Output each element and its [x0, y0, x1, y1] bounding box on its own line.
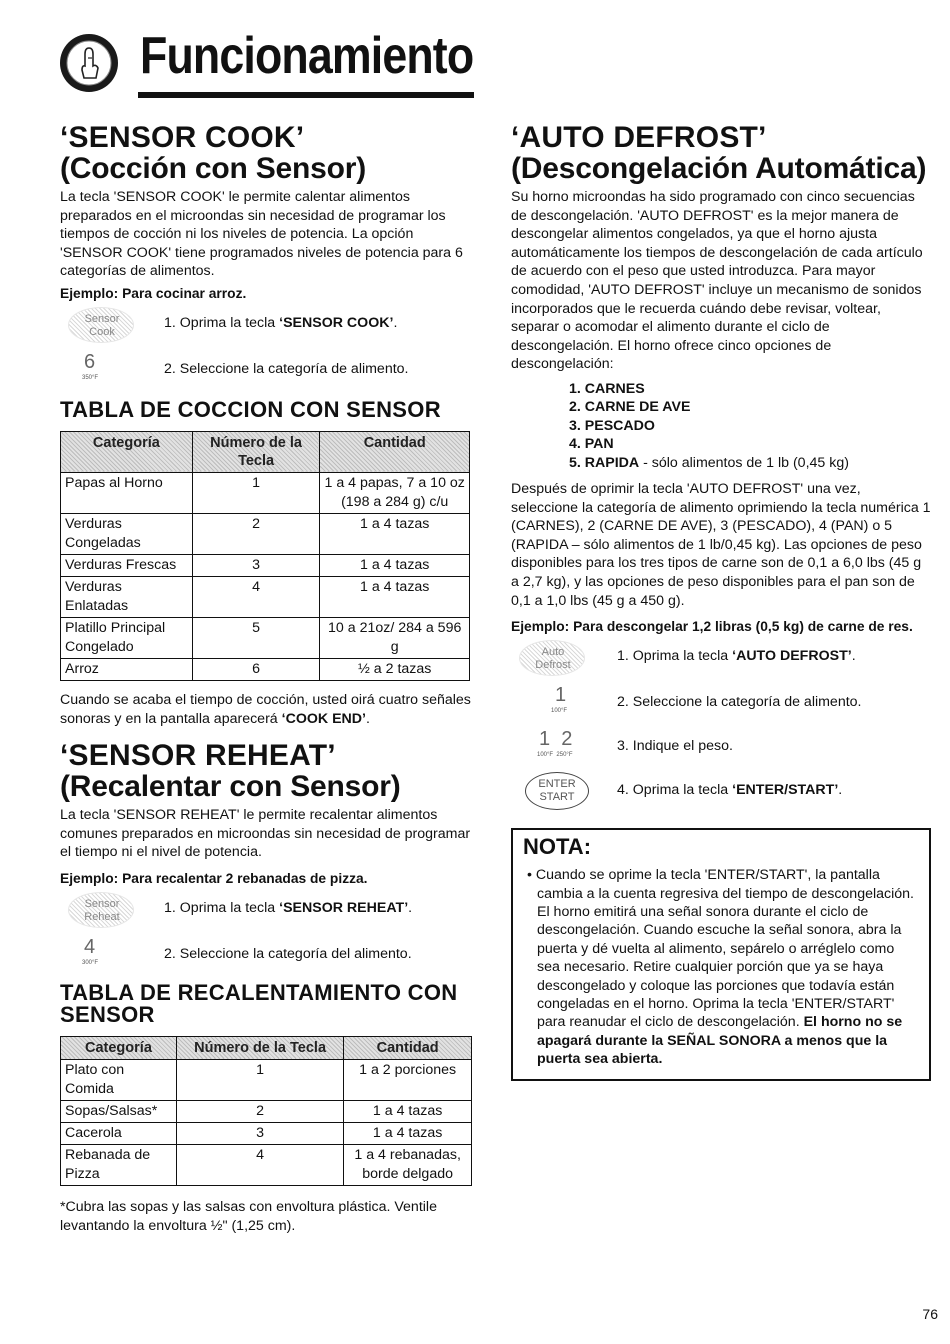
clock-hand-icon — [58, 32, 120, 94]
number-6-key[interactable] — [60, 351, 150, 391]
auto-defrost-step-1 — [511, 638, 931, 682]
table-row: Sopas/Salsas* 2 1 a 4 tazas — [61, 1100, 472, 1122]
auto-defrost-subtitle: (Descongelación Automática) — [511, 152, 927, 185]
step-text: 1. Oprima la tecla ‘SENSOR COOK’. — [164, 314, 398, 331]
step-text: 1. Oprima la tecla ‘SENSOR REHEAT’. — [164, 899, 413, 916]
list-item: 4. PAN — [569, 436, 614, 453]
sensor-reheat-title: ‘SENSOR REHEAT’ — [60, 739, 336, 773]
list-item: 1. CARNES — [569, 380, 645, 397]
number-key-sublabel: 350°F — [82, 374, 99, 381]
table-header-row: Categoría Número de la Tecla Cantidad — [61, 1036, 472, 1059]
number-key-digit: 1 — [555, 684, 567, 707]
number-1-key[interactable] — [511, 684, 601, 724]
sensor-cook-step-1 — [60, 305, 472, 349]
sensor-reheat-subtitle: (Recalentar con Sensor) — [60, 770, 401, 804]
sensor-cook-intro: La tecla 'SENSOR COOK' le permite calentar alimentos preparados en el microondas sin necesidad de programar los tiempos de cocción ni los niveles de potencia. La opción 'SENSOR COOK' tiene programados niveles de potencia para 6 categorías de alimentos. — [60, 189, 463, 280]
table-row: Rebanada de Pizza 4 1 a 4 rebanadas, borde delgado — [61, 1144, 472, 1185]
reheat-table-title: TABLA DE RECALENTAMIENTO CON SENSOR — [60, 979, 458, 1027]
sensor-cook-table — [60, 431, 470, 681]
step-text: 3. Indique el peso. — [617, 738, 733, 755]
list-item: 3. PESCADO — [569, 417, 655, 434]
step-text: 1. Oprima la tecla ‘AUTO DEFROST’. — [617, 648, 856, 665]
number-4-key[interactable] — [60, 936, 150, 976]
number-key-digit: 6 — [84, 350, 96, 373]
sensor-cook-example: Ejemplo: Para cocinar arroz. — [60, 285, 247, 301]
auto-defrost-intro: Su horno microondas ha sido programado con cinco secuencias de descongelación. 'AUTO DEFROST' es la mejor manera de descongelar alimentos congelados, ya que el horno ajusta automáticamente los tiempos de descongelación de cada artículo de acuerdo con el peso que usted introduzca. Para mayor comodidad, 'AUTO DEFROST' incluye un mecanismo de sonidos incorporados que le recuerda cuándo debe revisar, voltear, separar o acomodar el alimento durante el ciclo de descongelación. El horno ofrece cinco opciones de descongelación: — [511, 189, 923, 373]
table-row: Platillo Principal Congelado 5 10 a 21oz/ 284 a 596 g — [61, 617, 470, 658]
nota-text: • Cuando se oprime la tecla 'ENTER/START', la pantalla cambia a la cuenta regresiva del tiempo de descongelación. El horno emitirá una señal sonora durante el ciclo de descongelación. Cuando escuche la señal sonora, abra la puerta y dé vuelta al alimento, sepárelo o arréglelo como sea necesario. Retire cualquier porción que ya se haya descongelado y coloque las porciones que todavía están congeladas en el horno. Oprima la tecla 'ENTER/START' para reanudar el ciclo de descongelación. El horno no se apagará durante la SEÑAL SONORA a menos que la puerta sea abierta. — [527, 867, 914, 1068]
page-number: 76 — [922, 1306, 938, 1322]
auto-defrost-step-4 — [511, 772, 931, 822]
left-column — [60, 122, 472, 1235]
auto-defrost-step-2 — [511, 684, 931, 726]
cook-end-note: Cuando se acaba el tiempo de cocción, usted oirá cuatro señales sonoras y en la pantalla aparecerá ‘COOK END’. — [60, 691, 471, 727]
cook-table-title: TABLA DE COCCION CON SENSOR — [60, 396, 441, 422]
auto-defrost-key-icon: Auto Defrost — [519, 640, 585, 676]
auto-defrost-example: Ejemplo: Para descongelar 1,2 libras (0,5 kg) de carne de res. — [511, 619, 913, 635]
table-row: Verduras Congeladas 2 1 a 4 tazas — [61, 513, 470, 554]
sensor-reheat-table — [60, 1036, 472, 1186]
reheat-footnote: *Cubra las sopas y las salsas con envoltura plástica. Ventile levantando la envoltura ½" (1,25 cm). — [60, 1198, 437, 1234]
sensor-reheat-key[interactable] — [60, 890, 150, 930]
number-key-sublabel: 100°F 250°F — [537, 752, 573, 759]
step-text: 2. Seleccione la categoría de alimento. — [164, 360, 409, 377]
defrost-instructions: Después de oprimir la tecla 'AUTO DEFROST' una vez, seleccione la categoría de alimento oprimiendo la tecla numérica 1 (CARNES), 2 (CARNE DE AVE), 3 (PESCADO), 4 (PAN) o 5 (RAPIDA – sólo alimentos de 1 lb/0,45 kg). Las opciones de peso disponibles para los tres tipos de carne son de 0,1 a 6,0 lbs (45 g a 2,7 kg), y las opciones de peso disponibles para el pan son de 0,1 a 1,0 lbs (45 g a 450 g). — [511, 480, 931, 609]
sensor-cook-step-2 — [60, 351, 472, 391]
page-title: Funcionamiento — [140, 27, 474, 85]
sensor-reheat-step-2 — [60, 936, 472, 974]
list-item: 5. RAPIDA - sólo alimentos de 1 lb (0,45 kg) — [569, 454, 849, 471]
table-row: Verduras Frescas 3 1 a 4 tazas — [61, 554, 470, 576]
defrost-options-list — [569, 380, 931, 472]
sensor-reheat-example: Ejemplo: Para recalentar 2 rebanadas de pizza. — [60, 870, 368, 886]
step-text: 4. Oprima la tecla ‘ENTER/START’. — [617, 782, 843, 799]
sensor-reheat-key-icon: Sensor Reheat — [68, 892, 134, 928]
auto-defrost-step-3 — [511, 728, 931, 770]
sensor-reheat-intro: La tecla 'SENSOR REHEAT' le permite recalentar alimentos comunes preparados en microondas sin necesidad de programar el tiempo ni el nivel de potencia. — [60, 807, 471, 861]
sensor-cook-key-icon: Sensor Cook — [68, 307, 134, 343]
number-1-2-keys[interactable] — [511, 728, 601, 768]
table-row: Plato con Comida 1 1 a 2 porciones — [61, 1059, 472, 1100]
page-header — [58, 27, 474, 100]
step-text: 2. Seleccione la categoría de alimento. — [617, 694, 862, 711]
table-row: Verduras Enlatadas 4 1 a 4 tazas — [61, 576, 470, 617]
sensor-reheat-step-1 — [60, 890, 472, 934]
number-key-digit: 1 2 — [539, 728, 573, 751]
number-key-sublabel: 300°F — [82, 959, 99, 966]
sensor-cook-key[interactable] — [60, 305, 150, 345]
auto-defrost-title: ‘AUTO DEFROST’ — [511, 121, 767, 154]
title-underline — [138, 92, 474, 98]
nota-title: NOTA: — [523, 834, 592, 860]
enter-start-key-icon: ENTER START — [525, 772, 589, 810]
sensor-cook-title: ‘SENSOR COOK’ — [60, 121, 305, 154]
table-row: Cacerola 3 1 a 4 tazas — [61, 1122, 472, 1144]
nota-box — [511, 828, 931, 1080]
table-header-row: Categoría Número de la Tecla Cantidad — [61, 431, 470, 472]
enter-start-key[interactable] — [511, 772, 601, 812]
table-row: Papas al Horno 1 1 a 4 papas, 7 a 10 oz (198 a 284 g) c/u — [61, 472, 470, 513]
sensor-cook-subtitle: (Cocción con Sensor) — [60, 152, 367, 185]
number-key-sublabel: 100°F — [551, 708, 568, 715]
number-key-digit: 4 — [84, 935, 96, 958]
step-text: 2. Seleccione la categoría del alimento. — [164, 945, 412, 962]
auto-defrost-key[interactable] — [511, 638, 601, 678]
list-item: 2. CARNE DE AVE — [569, 399, 691, 416]
table-row: Arroz 6 ½ a 2 tazas — [61, 658, 470, 680]
right-column — [511, 122, 931, 1081]
